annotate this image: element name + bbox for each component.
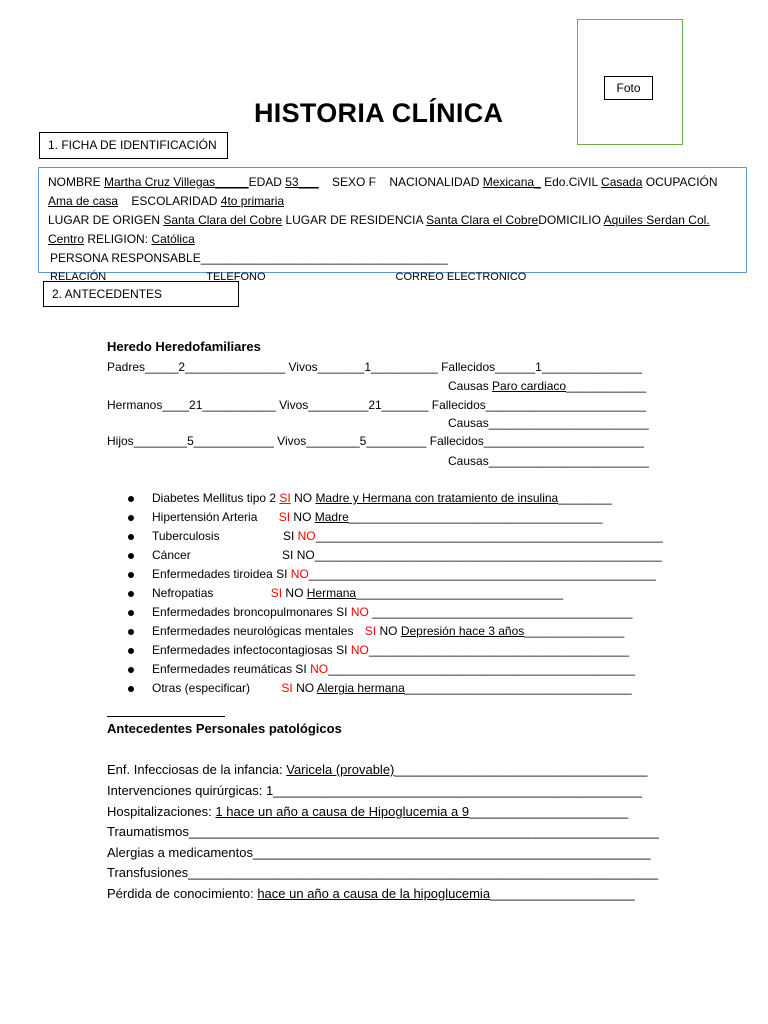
- id-line-5: [48, 249, 738, 268]
- disease-row: [152, 622, 624, 640]
- alergias-row[interactable]: Alergias a medicamentos_______________________________________________________: [107, 845, 651, 860]
- bullet-icon: [128, 648, 134, 654]
- disease-blank: ____________________________________________________: [315, 529, 663, 543]
- bullet-icon: [128, 553, 134, 559]
- hospitalizaciones-blank: ______________________: [469, 804, 629, 819]
- infecciosas-blank: ___________________________________: [394, 762, 648, 777]
- origen-field[interactable]: Santa Clara del Cobre: [163, 213, 283, 227]
- disease-row: [152, 508, 602, 526]
- disease-blank: ______________________________________________: [328, 662, 636, 676]
- nacionalidad-label: NACIONALIDAD: [389, 175, 480, 189]
- residencia-label: LUGAR DE RESIDENCIA: [285, 213, 423, 227]
- personales-heading: Antecedentes Personales patológicos: [107, 721, 342, 736]
- no-option[interactable]: NO: [297, 529, 316, 543]
- bullet-icon: [128, 591, 134, 597]
- no-option[interactable]: NO: [296, 548, 315, 562]
- disease-name: Tuberculosis: [152, 529, 220, 543]
- nacionalidad-field[interactable]: Mexicana: [482, 175, 535, 189]
- nombre-label: NOMBRE: [48, 175, 101, 189]
- perdida-row: [107, 884, 635, 903]
- domicilio-field[interactable]: Aquiles Serdan Col.: [603, 213, 710, 227]
- disease-name: Enfermedades infectocontagiosas: [152, 643, 333, 657]
- disease-name: Diabetes Mellitus tipo 2: [152, 491, 277, 505]
- si-option[interactable]: SI: [279, 491, 291, 505]
- disease-name: Cáncer: [152, 548, 191, 562]
- no-option[interactable]: NO: [310, 662, 329, 676]
- disease-row: [152, 565, 656, 583]
- disease-row: [152, 584, 563, 602]
- disease-name: Otras (especificar): [152, 681, 251, 695]
- correo-label: CORREO ELECTRONICO: [395, 271, 527, 283]
- bullet-icon: [128, 610, 134, 616]
- no-option[interactable]: NO: [293, 510, 312, 524]
- no-option[interactable]: NO: [350, 643, 369, 657]
- disease-name: Nefropatias: [152, 586, 214, 600]
- residencia-field[interactable]: Santa Clara el Cobre: [426, 213, 539, 227]
- traumatismos-row[interactable]: Traumatismos_________________________________________________________________: [107, 824, 659, 839]
- edad-field[interactable]: 53: [285, 175, 299, 189]
- nacionalidad-blank: _: [534, 175, 541, 189]
- padres-row: Padres_____2_______________ Vivos_______1__________ Fallecidos______1_______________: [107, 360, 642, 374]
- disease-row: [152, 641, 629, 659]
- hijos-causas-row: Causas________________________: [448, 454, 649, 468]
- perdida-blank: ____________________: [490, 886, 635, 901]
- si-option[interactable]: SI: [281, 681, 293, 695]
- no-option[interactable]: NO: [350, 605, 369, 619]
- bullet-icon: [128, 572, 134, 578]
- telefono-label: TELEFONO: [206, 271, 266, 283]
- identification-box: [38, 167, 747, 283]
- bullet-icon: [128, 496, 134, 502]
- si-option[interactable]: SI: [282, 529, 295, 543]
- id-line-2: [48, 192, 738, 211]
- no-option[interactable]: NO: [290, 567, 309, 581]
- padres-causas-field[interactable]: Paro cardiaco: [492, 379, 567, 393]
- hospitalizaciones-field[interactable]: 1 hace un año a causa de Hipoglucemia a 9: [215, 804, 470, 819]
- infecciosas-row: [107, 760, 647, 779]
- id-line-4: [48, 230, 738, 249]
- disease-blank: ____________________________________________________: [314, 548, 662, 562]
- hospitalizaciones-row: [107, 802, 628, 821]
- sexo-field[interactable]: SEXO F: [331, 175, 376, 189]
- nombre-field[interactable]: Martha Cruz Villegas: [104, 175, 216, 189]
- heredo-heading: Heredo Heredofamiliares: [107, 339, 261, 354]
- origen-label: LUGAR DE ORIGEN: [48, 213, 161, 227]
- perdida-field[interactable]: hace un año a causa de la hipoglucemia: [257, 886, 491, 901]
- si-option[interactable]: SI: [282, 548, 294, 562]
- quirurgicas-row[interactable]: Intervenciones quirúrgicas: 1___________________________________________________: [107, 783, 642, 798]
- hermanos-causas-row: Causas________________________: [448, 416, 649, 430]
- no-option[interactable]: NO: [285, 586, 304, 600]
- disease-name: Enfermedades broncopulmonares: [152, 605, 333, 619]
- bullet-icon: [128, 686, 134, 692]
- disease-name: Enfermedades reumáticas: [152, 662, 293, 676]
- disease-name: Hipertensión Arteria: [152, 510, 258, 524]
- ocupacion-field[interactable]: Ama de casa: [48, 194, 119, 208]
- photo-label: Foto: [604, 76, 653, 100]
- no-option[interactable]: NO: [294, 491, 313, 505]
- transfusiones-row[interactable]: Transfusiones_________________________________________________________________: [107, 865, 659, 880]
- disease-detail[interactable]: Depresión hace 3 años: [400, 624, 525, 638]
- disease-row: [152, 603, 632, 621]
- disease-detail[interactable]: Madre y Hermana con tratamiento de insulina: [315, 491, 559, 505]
- page-title: HISTORIA CLÍNICA: [254, 98, 504, 128]
- responsable-field[interactable]: _____________________________________: [200, 251, 448, 265]
- domicilio-label: DOMICILIO: [538, 213, 601, 227]
- edocivil-field[interactable]: Casada: [601, 175, 643, 189]
- disease-name: Enfermedades tiroidea: [152, 567, 273, 581]
- perdida-label: Pérdida de conocimiento:: [107, 886, 254, 901]
- disease-blank: __________________________________: [404, 681, 632, 695]
- religion-field[interactable]: Católica: [151, 232, 195, 246]
- domicilio-field-cont[interactable]: Centro: [48, 232, 85, 246]
- hermanos-row: Hermanos____21___________ Vivos_________21_______ Fallecidos________________________: [107, 398, 646, 412]
- disease-detail[interactable]: Madre: [314, 510, 349, 524]
- bullet-icon: [128, 534, 134, 540]
- edocivil-label: Edo.CiVIL: [544, 175, 598, 189]
- nombre-blank: _____: [215, 175, 249, 189]
- disease-blank: ______________________________________: [348, 510, 603, 524]
- no-option[interactable]: NO: [296, 681, 315, 695]
- section-divider: [107, 716, 225, 717]
- si-option[interactable]: SI: [295, 662, 307, 676]
- section-identification-header: 1. FICHA DE IDENTIFICACIÓN: [39, 132, 228, 159]
- si-option[interactable]: SI: [270, 586, 283, 600]
- responsable-label: PERSONA RESPONSABLE: [50, 251, 201, 265]
- infecciosas-label: Enf. Infecciosas de la infancia:: [107, 762, 283, 777]
- infecciosas-field[interactable]: Varicela (provable): [286, 762, 395, 777]
- id-line-1: [48, 173, 738, 192]
- disease-row: [152, 546, 662, 564]
- id-line-3: [48, 211, 738, 230]
- disease-detail[interactable]: Hermana: [306, 586, 357, 600]
- no-option[interactable]: NO: [379, 624, 398, 638]
- bullet-icon: [128, 515, 134, 521]
- disease-blank: ____________________________________________________: [308, 567, 656, 581]
- bullet-icon: [128, 629, 134, 635]
- si-option[interactable]: SI: [336, 605, 348, 619]
- section-antecedentes-header: 2. ANTECEDENTES: [43, 281, 239, 307]
- disease-blank: ________: [558, 491, 612, 505]
- hijos-row: Hijos________5____________ Vivos________5_________ Fallecidos________________________: [107, 434, 644, 448]
- disease-row: [152, 679, 632, 697]
- escolaridad-field[interactable]: 4to primaria: [220, 194, 285, 208]
- disease-blank: _______________________________: [356, 586, 563, 600]
- padres-causas-blank: ____________: [566, 379, 647, 393]
- disease-blank: _______________: [524, 624, 625, 638]
- edad-blank: ___: [298, 175, 319, 189]
- disease-blank: _______________________________________: [372, 605, 633, 619]
- si-option[interactable]: SI: [276, 567, 288, 581]
- ocupacion-label: OCUPACIÓN: [645, 175, 718, 189]
- bullet-icon: [128, 667, 134, 673]
- disease-row: [152, 489, 612, 507]
- si-option[interactable]: SI: [364, 624, 377, 638]
- disease-row: [152, 660, 635, 678]
- edad-label: EDAD: [248, 175, 282, 189]
- hospitalizaciones-label: Hospitalizaciones:: [107, 804, 212, 819]
- relacion-label: RELACIÓN: [50, 271, 107, 283]
- si-option[interactable]: SI: [278, 510, 291, 524]
- disease-row: [152, 527, 663, 545]
- padres-causas-row: [448, 377, 646, 395]
- padres-causas-label: Causas: [448, 379, 489, 393]
- disease-name: Enfermedades neurológicas mentales: [152, 624, 354, 638]
- si-option[interactable]: SI: [336, 643, 348, 657]
- escolaridad-label: ESCOLARIDAD: [131, 194, 218, 208]
- religion-label: RELIGION:: [87, 232, 149, 246]
- disease-blank: _______________________________________: [368, 643, 630, 657]
- disease-detail[interactable]: Alergia hermana: [316, 681, 405, 695]
